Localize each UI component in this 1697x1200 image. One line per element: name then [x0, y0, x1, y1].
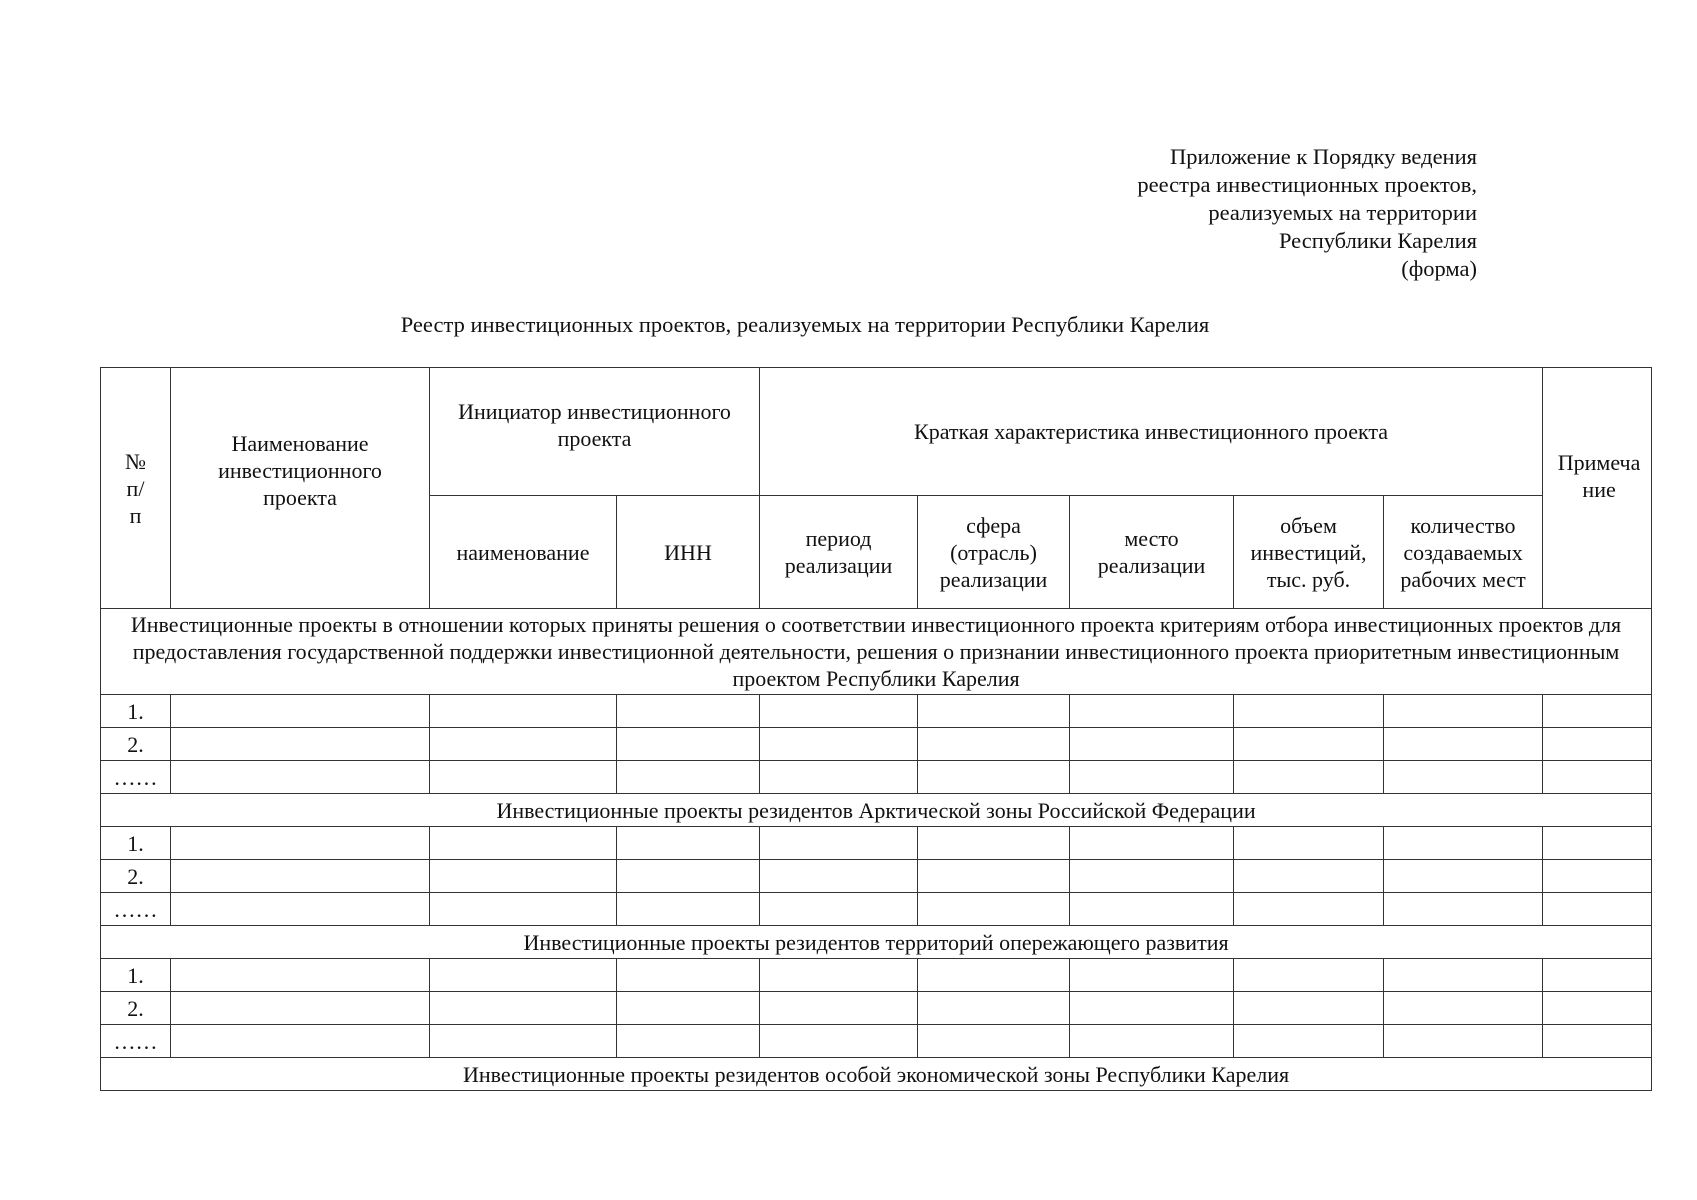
table-cell[interactable] — [760, 893, 918, 926]
row-number: 1. — [101, 827, 171, 860]
table-cell[interactable] — [1543, 695, 1652, 728]
table-cell[interactable] — [1070, 761, 1234, 794]
appendix-line: реестра инвестиционных проектов, — [1137, 172, 1477, 197]
table-cell[interactable] — [430, 1025, 617, 1058]
row-number: 1. — [101, 959, 171, 992]
header-jobs: количество создаваемых рабочих мест — [1384, 496, 1543, 609]
table-cell[interactable] — [617, 761, 760, 794]
table-cell[interactable] — [1070, 728, 1234, 761]
table-cell[interactable] — [1384, 827, 1543, 860]
table-cell[interactable] — [918, 761, 1070, 794]
document-title: Реестр инвестиционных проектов, реализуемых на территории Республики Карелия — [400, 312, 1210, 337]
section-title: Инвестиционные проекты резидентов территорий опережающего развития — [101, 926, 1652, 959]
table-cell[interactable] — [430, 695, 617, 728]
table-cell[interactable] — [617, 992, 760, 1025]
table-cell[interactable] — [617, 959, 760, 992]
table-cell[interactable] — [171, 893, 430, 926]
table-cell[interactable] — [1543, 728, 1652, 761]
table-cell[interactable] — [760, 695, 918, 728]
section-title: Инвестиционные проекты резидентов особой экономической зоны Республики Карелия — [101, 1058, 1652, 1091]
table-cell[interactable] — [430, 860, 617, 893]
appendix-line: (форма) — [1401, 256, 1477, 281]
appendix-line: Приложение к Порядку ведения — [1169, 144, 1477, 169]
row-number: 2. — [101, 860, 171, 893]
row-number: …… — [101, 1025, 171, 1058]
table-cell[interactable] — [430, 992, 617, 1025]
table-cell[interactable] — [1543, 827, 1652, 860]
header-initiator-name: наименование — [430, 496, 617, 609]
table-cell[interactable] — [171, 761, 430, 794]
table-cell[interactable] — [918, 959, 1070, 992]
table-cell[interactable] — [171, 827, 430, 860]
row-number: 1. — [101, 695, 171, 728]
table-cell[interactable] — [918, 695, 1070, 728]
table-cell[interactable] — [760, 761, 918, 794]
table-cell[interactable] — [760, 959, 918, 992]
table-cell[interactable] — [1384, 761, 1543, 794]
appendix-line: Республики Карелия — [1278, 228, 1477, 253]
table-cell[interactable] — [430, 893, 617, 926]
table-cell[interactable] — [1543, 860, 1652, 893]
table-cell[interactable] — [760, 827, 918, 860]
header-initiator: Инициатор инвестиционного проекта — [430, 368, 760, 496]
table-cell[interactable] — [1384, 728, 1543, 761]
table-cell[interactable] — [1543, 1025, 1652, 1058]
table-cell[interactable] — [617, 893, 760, 926]
table-cell[interactable] — [1234, 860, 1384, 893]
header-sphere: сфера (отрасль) реализации — [918, 496, 1070, 609]
table-cell[interactable] — [1384, 893, 1543, 926]
table-cell[interactable] — [617, 1025, 760, 1058]
table-cell[interactable] — [760, 728, 918, 761]
row-number: …… — [101, 761, 171, 794]
row-number: 2. — [101, 992, 171, 1025]
table-cell[interactable] — [918, 860, 1070, 893]
table-cell[interactable] — [1070, 695, 1234, 728]
section-title: Инвестиционные проекты в отношении которых приняты решения о соответствии инвестиционного проекта критериям отбора инвестиционных проектов для предоставления государственной поддержки инвестиционной деятельности, решения о признании инвестиционного проекта приоритетным инвестиционным проектом Республики Карелия — [101, 609, 1652, 695]
appendix-line: реализуемых на территории — [1208, 200, 1477, 225]
table-cell[interactable] — [918, 1025, 1070, 1058]
table-cell[interactable] — [1384, 860, 1543, 893]
table-cell[interactable] — [617, 728, 760, 761]
table-cell[interactable] — [430, 959, 617, 992]
table-cell[interactable] — [430, 761, 617, 794]
section-title: Инвестиционные проекты резидентов Арктической зоны Российской Федерации — [101, 794, 1652, 827]
header-num: № п/п — [101, 368, 171, 609]
row-number: …… — [101, 893, 171, 926]
header-period: период реализации — [760, 496, 918, 609]
table-cell[interactable] — [918, 827, 1070, 860]
table-cell[interactable] — [1384, 695, 1543, 728]
table-cell[interactable] — [171, 695, 430, 728]
table-cell[interactable] — [1543, 761, 1652, 794]
table-cell[interactable] — [1234, 827, 1384, 860]
registry-table — [100, 367, 1652, 1091]
table-cell[interactable] — [918, 893, 1070, 926]
header-volume: объем инвестиций, тыс. руб. — [1234, 496, 1384, 609]
table-cell[interactable] — [760, 860, 918, 893]
table-cell[interactable] — [617, 827, 760, 860]
table-cell[interactable] — [1543, 959, 1652, 992]
table-cell[interactable] — [1234, 728, 1384, 761]
table-cell[interactable] — [171, 860, 430, 893]
table-cell[interactable] — [617, 860, 760, 893]
table-cell[interactable] — [1234, 959, 1384, 992]
table-cell[interactable] — [1070, 959, 1234, 992]
table-cell[interactable] — [918, 728, 1070, 761]
table-cell[interactable] — [1070, 827, 1234, 860]
header-inn: ИНН — [617, 496, 760, 609]
table-cell[interactable] — [1070, 893, 1234, 926]
table-cell[interactable] — [1070, 860, 1234, 893]
table-cell[interactable] — [1234, 1025, 1384, 1058]
table-cell[interactable] — [430, 728, 617, 761]
table-cell[interactable] — [1384, 959, 1543, 992]
table-cell[interactable] — [1543, 992, 1652, 1025]
table-cell[interactable] — [1234, 992, 1384, 1025]
header-characteristics: Краткая характеристика инвестиционного проекта — [760, 368, 1543, 496]
table-cell[interactable] — [760, 992, 918, 1025]
table-cell[interactable] — [617, 695, 760, 728]
table-cell[interactable] — [1070, 992, 1234, 1025]
table-cell[interactable] — [1234, 761, 1384, 794]
table-cell[interactable] — [171, 959, 430, 992]
table-cell[interactable] — [1384, 1025, 1543, 1058]
table-cell[interactable] — [1384, 992, 1543, 1025]
appendix-block — [1137, 143, 1477, 283]
table-cell[interactable] — [918, 992, 1070, 1025]
table-cell[interactable] — [171, 992, 430, 1025]
header-project-name: Наименование инвестиционного проекта — [171, 368, 430, 609]
table-cell[interactable] — [1543, 893, 1652, 926]
table-cell[interactable] — [760, 1025, 918, 1058]
table-cell[interactable] — [1234, 695, 1384, 728]
table-cell[interactable] — [1070, 1025, 1234, 1058]
table-cell[interactable] — [171, 1025, 430, 1058]
header-place: место реализации — [1070, 496, 1234, 609]
table-cell[interactable] — [1234, 893, 1384, 926]
row-number: 2. — [101, 728, 171, 761]
table-cell[interactable] — [171, 728, 430, 761]
header-note: Примечание — [1543, 368, 1652, 609]
table-cell[interactable] — [430, 827, 617, 860]
